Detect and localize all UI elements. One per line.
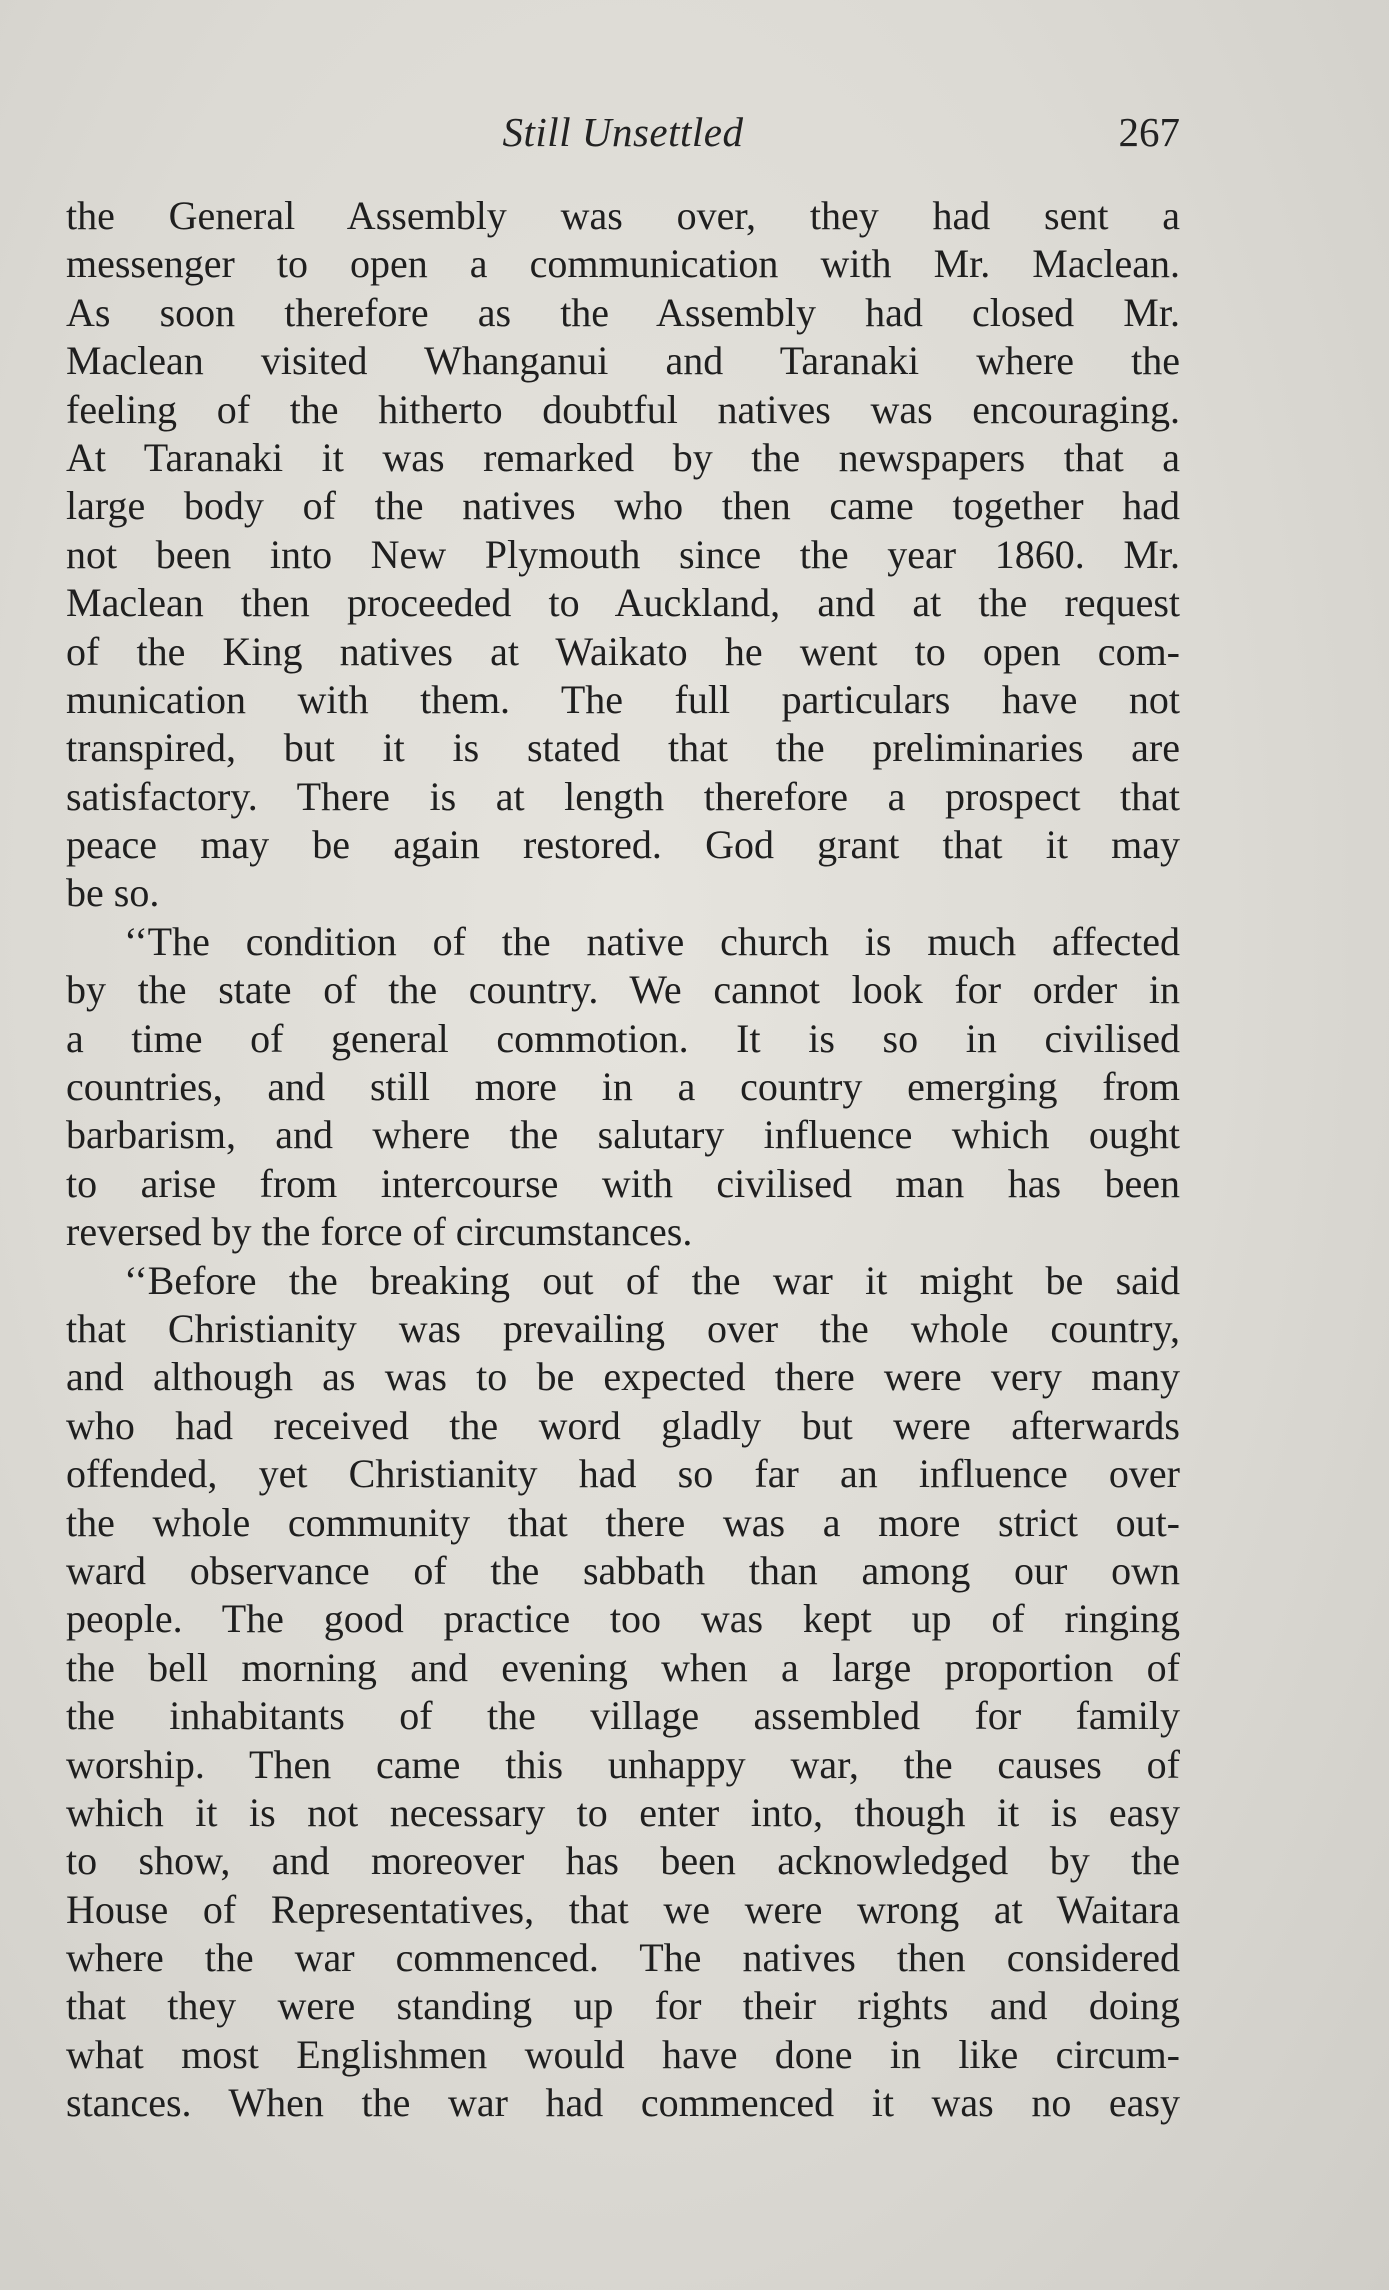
text-line: a time of general commotion. It is so in civilised (66, 1015, 1180, 1061)
text-line: not been into New Plymouth since the year 1860. Mr. (66, 531, 1180, 577)
text-line: people. The good practice too was kept up of ringing (66, 1596, 1180, 1642)
text-line: to show, and moreover has been acknowledged by the (66, 1838, 1180, 1884)
body-text (66, 192, 1180, 2128)
text-line: which it is not necessary to enter into, though it is easy (66, 1789, 1180, 1835)
paragraph-3 (66, 1257, 1180, 2128)
text-line: the inhabitants of the village assembled for family (66, 1693, 1180, 1739)
text-line: peace may be again restored. God grant that it may (66, 822, 1180, 868)
text-line: worship. Then came this unhappy war, the causes of (66, 1741, 1180, 1787)
text-line: the whole community that there was a more strict out- (66, 1499, 1180, 1545)
text-line: stances. When the war had commenced it was no easy (66, 2080, 1180, 2126)
text-line: where the war commenced. The natives then considered (66, 1935, 1180, 1981)
text-line: that they were standing up for their rights and doing (66, 1983, 1180, 2029)
page-header (66, 108, 1180, 168)
text-line: ward observance of the sabbath than among our own (66, 1547, 1180, 1593)
running-title: Still Unsettled (502, 109, 744, 155)
text-line: the General Assembly was over, they had sent a (66, 193, 1180, 238)
text-line: ‘‘The condition of the native church is much affected (124, 918, 1180, 964)
text-line: that Christianity was prevailing over the whole country, (66, 1305, 1180, 1351)
text-line: reversed by the force of circumstances. (66, 1209, 693, 1255)
paragraph-2 (66, 918, 1180, 1257)
text-line: countries, and still more in a country emerging from (66, 1064, 1180, 1110)
text-line: munication with them. The full particulars have not (66, 676, 1180, 722)
text-line: ‘‘Before the breaking out of the war it might be said (124, 1257, 1180, 1303)
text-line: barbarism, and where the salutary influence which ought (66, 1112, 1180, 1158)
text-line: transpired, but it is stated that the preliminaries are (66, 725, 1180, 771)
text-line: and although as was to be expected there were very many (66, 1354, 1180, 1400)
text-line: feeling of the hitherto doubtful natives was encouraging. (66, 386, 1180, 432)
text-line: messenger to open a communication with Mr. Maclean. (66, 241, 1180, 287)
text-line: As soon therefore as the Assembly had closed Mr. (66, 289, 1180, 335)
text-line: of the King natives at Waikato he went to open com- (66, 628, 1180, 674)
text-line: what most Englishmen would have done in like circum- (66, 2031, 1180, 2077)
text-line: Maclean then proceeded to Auckland, and at the request (66, 580, 1180, 626)
text-line: House of Representatives, that we were wrong at Waitara (66, 1886, 1180, 1932)
page-number: 267 (1118, 109, 1180, 155)
text-line: by the state of the country. We cannot look for order in (66, 967, 1180, 1013)
text-line: At Taranaki it was remarked by the newspapers that a (66, 434, 1180, 480)
text-line: offended, yet Christianity had so far an influence over (66, 1451, 1180, 1497)
paragraph-1 (66, 192, 1180, 918)
text-line: large body of the natives who then came together had (66, 483, 1180, 529)
text-line: who had received the word gladly but were afterwards (66, 1402, 1180, 1448)
text-line: the bell morning and evening when a large proportion of (66, 1644, 1180, 1690)
text-line: to arise from intercourse with civilised man has been (66, 1160, 1180, 1206)
text-line: Maclean visited Whanganui and Taranaki where the (66, 338, 1180, 384)
text-line: be so. (66, 870, 160, 916)
text-line: satisfactory. There is at length therefore a prospect that (66, 773, 1180, 819)
